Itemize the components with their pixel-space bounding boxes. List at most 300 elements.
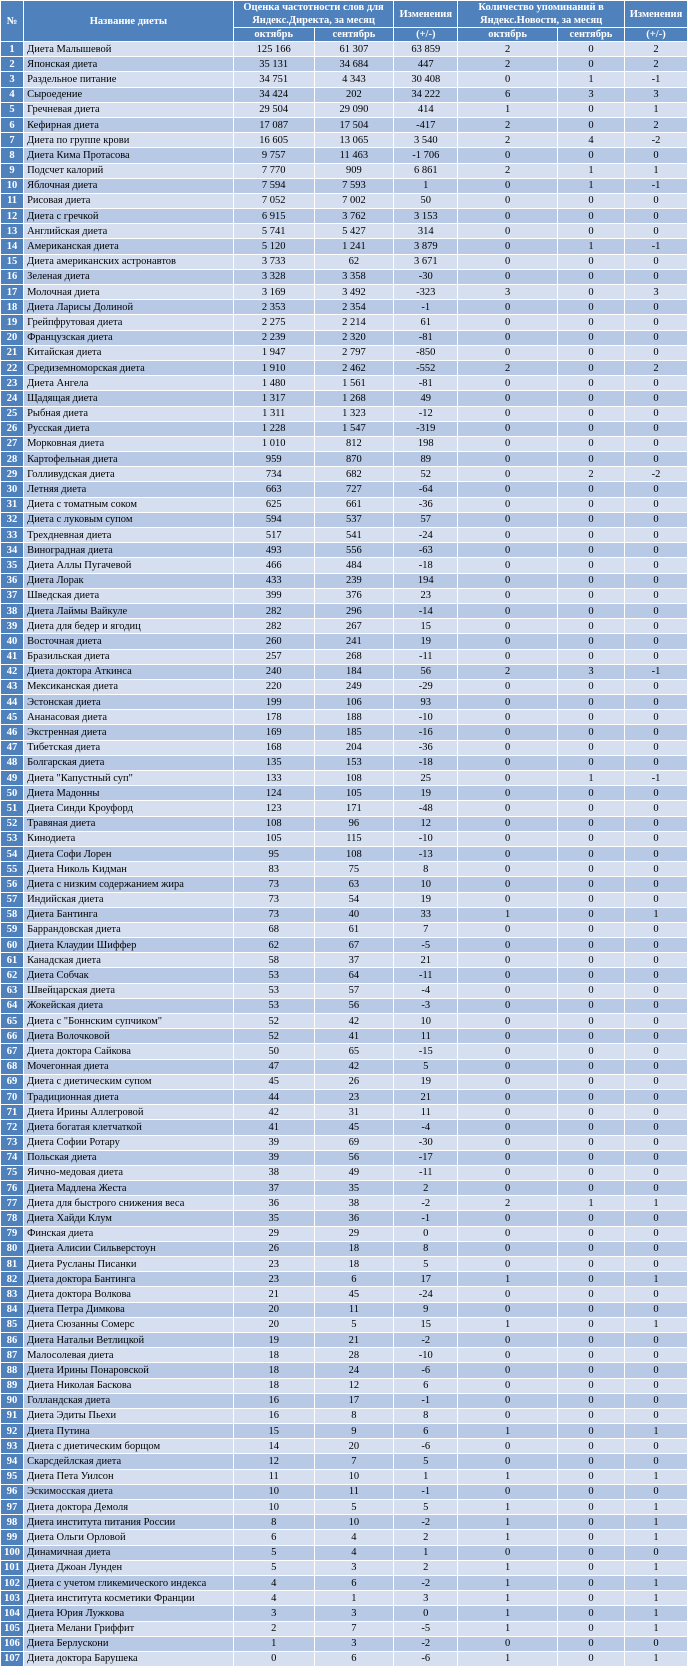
cell-news-oct: 0 — [458, 376, 558, 391]
cell-diet-name: Диета американских астронавтов — [24, 254, 234, 269]
cell-news-sep: 0 — [557, 740, 624, 755]
cell-direct-oct: 14 — [233, 1439, 314, 1454]
cell-direct-sep: 31 — [314, 1105, 394, 1120]
cell-direct-oct: 39 — [233, 1150, 314, 1165]
table-row — [1, 148, 688, 163]
cell-news-sep: 0 — [557, 300, 624, 315]
cell-news-oct: 0 — [458, 1636, 558, 1651]
cell-news-sep: 0 — [557, 1044, 624, 1059]
cell-direct-sep: 3 — [314, 1560, 394, 1575]
cell-direct-sep: 18 — [314, 1257, 394, 1272]
table-row — [1, 300, 688, 315]
cell-news-change: 0 — [625, 679, 688, 694]
cell-diet-name: Диета Берлускони — [24, 1636, 234, 1651]
cell-direct-oct: 29 — [233, 1226, 314, 1241]
cell-direct-change: 11 — [394, 1105, 458, 1120]
cell-direct-oct: 3 169 — [233, 285, 314, 300]
cell-diet-name: Диета Джоан Лунден — [24, 1560, 234, 1575]
cell-direct-oct: 73 — [233, 892, 314, 907]
cell-row-number: 66 — [1, 1029, 24, 1044]
cell-direct-change: 5 — [394, 1257, 458, 1272]
cell-direct-change: 21 — [394, 953, 458, 968]
cell-news-change: 0 — [625, 801, 688, 816]
cell-direct-oct: 399 — [233, 588, 314, 603]
cell-news-oct: 2 — [458, 163, 558, 178]
cell-news-oct: 1 — [458, 102, 558, 117]
cell-direct-change: -2 — [394, 1575, 458, 1590]
cell-diet-name: Тибетская диета — [24, 740, 234, 755]
table-row — [1, 1317, 688, 1332]
cell-news-sep: 0 — [557, 406, 624, 421]
cell-diet-name: Диета Клаудии Шиффер — [24, 938, 234, 953]
col-header-name: Название диеты — [24, 1, 234, 42]
cell-direct-change: 33 — [394, 907, 458, 922]
cell-direct-sep: 108 — [314, 771, 394, 786]
cell-news-change: 1 — [625, 1621, 688, 1636]
cell-news-change: 0 — [625, 1302, 688, 1317]
cell-row-number: 64 — [1, 998, 24, 1013]
cell-news-sep: 0 — [557, 193, 624, 208]
table-body — [1, 42, 688, 1667]
cell-row-number: 3 — [1, 72, 24, 87]
cell-direct-change: -319 — [394, 421, 458, 436]
table-row — [1, 558, 688, 573]
table-row — [1, 512, 688, 527]
cell-diet-name: Диета Хайди Клум — [24, 1211, 234, 1226]
cell-row-number: 42 — [1, 664, 24, 679]
cell-direct-sep: 54 — [314, 892, 394, 907]
cell-news-change: 0 — [625, 710, 688, 725]
cell-direct-change: -6 — [394, 1439, 458, 1454]
cell-direct-sep: 41 — [314, 1029, 394, 1044]
cell-diet-name: Голливудская диета — [24, 467, 234, 482]
cell-row-number: 14 — [1, 239, 24, 254]
cell-direct-change: 9 — [394, 1302, 458, 1317]
cell-direct-sep: 18 — [314, 1241, 394, 1256]
cell-row-number: 22 — [1, 360, 24, 375]
cell-news-change: 0 — [625, 1393, 688, 1408]
cell-news-sep: 0 — [557, 573, 624, 588]
table-row — [1, 1241, 688, 1256]
table-row — [1, 1545, 688, 1560]
cell-direct-oct: 18 — [233, 1378, 314, 1393]
cell-news-oct: 0 — [458, 1408, 558, 1423]
cell-direct-change: -81 — [394, 376, 458, 391]
cell-direct-sep: 239 — [314, 573, 394, 588]
cell-news-sep: 0 — [557, 922, 624, 937]
table-row — [1, 907, 688, 922]
cell-row-number: 56 — [1, 877, 24, 892]
table-row — [1, 1029, 688, 1044]
cell-news-change: 0 — [625, 1378, 688, 1393]
cell-news-oct: 2 — [458, 664, 558, 679]
cell-direct-change: 6 861 — [394, 163, 458, 178]
cell-direct-change: 2 — [394, 1530, 458, 1545]
cell-news-sep: 0 — [557, 1454, 624, 1469]
cell-diet-name: Диета Ирины Понаровской — [24, 1363, 234, 1378]
cell-direct-change: -30 — [394, 269, 458, 284]
cell-diet-name: Шведская диета — [24, 588, 234, 603]
table-row — [1, 1105, 688, 1120]
cell-news-sep: 0 — [557, 254, 624, 269]
cell-diet-name: Экстренная диета — [24, 725, 234, 740]
table-row — [1, 1454, 688, 1469]
cell-direct-change: -1 — [394, 300, 458, 315]
col-header-news-change: Изменения — [625, 1, 688, 28]
cell-news-sep: 0 — [557, 497, 624, 512]
cell-news-change: 1 — [625, 1575, 688, 1590]
cell-news-sep: 0 — [557, 938, 624, 953]
cell-news-sep: 0 — [557, 1439, 624, 1454]
cell-diet-name: Диета Софии Ротару — [24, 1135, 234, 1150]
cell-news-sep: 0 — [557, 1059, 624, 1074]
cell-news-change: 0 — [625, 938, 688, 953]
cell-direct-change: -17 — [394, 1150, 458, 1165]
table-row — [1, 269, 688, 284]
cell-row-number: 29 — [1, 467, 24, 482]
cell-news-change: 0 — [625, 695, 688, 710]
cell-direct-change: 314 — [394, 224, 458, 239]
table-row — [1, 1515, 688, 1530]
cell-news-sep: 1 — [557, 178, 624, 193]
cell-row-number: 70 — [1, 1089, 24, 1104]
cell-diet-name: Яблочная диета — [24, 178, 234, 193]
cell-news-oct: 0 — [458, 512, 558, 527]
cell-direct-sep: 202 — [314, 87, 394, 102]
cell-news-change: 1 — [625, 163, 688, 178]
cell-direct-sep: 37 — [314, 953, 394, 968]
table-row — [1, 1211, 688, 1226]
cell-diet-name: Диета Мадлена Жеста — [24, 1181, 234, 1196]
cell-news-sep: 0 — [557, 1211, 624, 1226]
cell-row-number: 93 — [1, 1439, 24, 1454]
cell-news-sep: 0 — [557, 1332, 624, 1347]
cell-direct-oct: 123 — [233, 801, 314, 816]
cell-news-oct: 0 — [458, 1165, 558, 1180]
cell-news-oct: 0 — [458, 1545, 558, 1560]
cell-direct-sep: 10 — [314, 1515, 394, 1530]
cell-direct-oct: 12 — [233, 1454, 314, 1469]
col-header-news-change-unit: (+/-) — [625, 28, 688, 42]
cell-direct-oct: 52 — [233, 1014, 314, 1029]
cell-direct-change: 5 — [394, 1059, 458, 1074]
cell-news-oct: 0 — [458, 1211, 558, 1226]
table-row — [1, 254, 688, 269]
cell-direct-oct: 44 — [233, 1089, 314, 1104]
cell-news-sep: 0 — [557, 831, 624, 846]
cell-news-oct: 0 — [458, 801, 558, 816]
cell-direct-oct: 23 — [233, 1257, 314, 1272]
table-row — [1, 968, 688, 983]
cell-diet-name: Виноградная диета — [24, 543, 234, 558]
cell-direct-change: -4 — [394, 1120, 458, 1135]
cell-row-number: 98 — [1, 1515, 24, 1530]
cell-direct-change: -24 — [394, 528, 458, 543]
cell-direct-change: -12 — [394, 406, 458, 421]
cell-direct-oct: 15 — [233, 1424, 314, 1439]
cell-news-oct: 1 — [458, 1606, 558, 1621]
cell-news-sep: 0 — [557, 649, 624, 664]
cell-direct-change: 8 — [394, 1241, 458, 1256]
cell-news-change: 0 — [625, 573, 688, 588]
cell-diet-name: Диета Алисии Сильверстоун — [24, 1241, 234, 1256]
cell-news-change: 0 — [625, 300, 688, 315]
cell-direct-change: 7 — [394, 922, 458, 937]
cell-direct-change: 6 — [394, 1424, 458, 1439]
cell-direct-oct: 39 — [233, 1135, 314, 1150]
cell-direct-change: -48 — [394, 801, 458, 816]
cell-direct-change: 30 408 — [394, 72, 458, 87]
cell-news-sep: 0 — [557, 102, 624, 117]
cell-direct-sep: 8 — [314, 1408, 394, 1423]
cell-direct-change: 56 — [394, 664, 458, 679]
cell-diet-name: Диета Лаймы Вайкуле — [24, 603, 234, 618]
table-row — [1, 1165, 688, 1180]
cell-diet-name: Болгарская диета — [24, 755, 234, 770]
cell-news-oct: 0 — [458, 816, 558, 831]
cell-direct-sep: 67 — [314, 938, 394, 953]
cell-direct-oct: 108 — [233, 816, 314, 831]
cell-diet-name: Мочегонная диета — [24, 1059, 234, 1074]
cell-diet-name: Диета с диетическим супом — [24, 1074, 234, 1089]
cell-direct-sep: 61 — [314, 922, 394, 937]
table-row — [1, 376, 688, 391]
cell-direct-sep: 3 — [314, 1636, 394, 1651]
cell-direct-change: -24 — [394, 1287, 458, 1302]
cell-row-number: 86 — [1, 1332, 24, 1347]
cell-direct-oct: 1 010 — [233, 436, 314, 451]
cell-news-sep: 0 — [557, 482, 624, 497]
cell-row-number: 80 — [1, 1241, 24, 1256]
cell-direct-change: 194 — [394, 573, 458, 588]
cell-direct-change: 34 222 — [394, 87, 458, 102]
cell-news-change: 0 — [625, 740, 688, 755]
cell-news-oct: 0 — [458, 436, 558, 451]
cell-direct-sep: 7 — [314, 1454, 394, 1469]
cell-direct-change: -81 — [394, 330, 458, 345]
cell-direct-oct: 10 — [233, 1500, 314, 1515]
cell-direct-sep: 61 307 — [314, 42, 394, 57]
cell-news-sep: 0 — [557, 679, 624, 694]
cell-row-number: 76 — [1, 1181, 24, 1196]
cell-diet-name: Восточная диета — [24, 634, 234, 649]
cell-row-number: 36 — [1, 573, 24, 588]
cell-direct-oct: 260 — [233, 634, 314, 649]
cell-news-sep: 0 — [557, 376, 624, 391]
cell-news-change: 0 — [625, 558, 688, 573]
cell-news-change: -1 — [625, 178, 688, 193]
cell-direct-sep: 909 — [314, 163, 394, 178]
cell-direct-sep: 34 684 — [314, 57, 394, 72]
cell-row-number: 52 — [1, 816, 24, 831]
table-row — [1, 193, 688, 208]
cell-row-number: 35 — [1, 558, 24, 573]
cell-news-sep: 0 — [557, 725, 624, 740]
cell-direct-sep: 106 — [314, 695, 394, 710]
cell-news-change: 0 — [625, 436, 688, 451]
cell-news-oct: 1 — [458, 1424, 558, 1439]
cell-diet-name: Морковная диета — [24, 436, 234, 451]
cell-news-change: 1 — [625, 1424, 688, 1439]
cell-direct-oct: 220 — [233, 679, 314, 694]
cell-news-change: 0 — [625, 649, 688, 664]
cell-news-sep: 0 — [557, 391, 624, 406]
cell-direct-oct: 105 — [233, 831, 314, 846]
cell-news-change: 2 — [625, 57, 688, 72]
cell-news-change: 0 — [625, 1150, 688, 1165]
cell-news-sep: 0 — [557, 269, 624, 284]
table-row — [1, 543, 688, 558]
cell-direct-oct: 124 — [233, 786, 314, 801]
table-row — [1, 1621, 688, 1636]
cell-row-number: 100 — [1, 1545, 24, 1560]
cell-direct-change: -18 — [394, 755, 458, 770]
cell-direct-change: -63 — [394, 543, 458, 558]
cell-direct-oct: 517 — [233, 528, 314, 543]
cell-row-number: 19 — [1, 315, 24, 330]
cell-direct-change: -14 — [394, 603, 458, 618]
cell-direct-change: -2 — [394, 1515, 458, 1530]
cell-direct-oct: 35 — [233, 1211, 314, 1226]
cell-news-change: 0 — [625, 1241, 688, 1256]
cell-diet-name: Диета Ангела — [24, 376, 234, 391]
cell-direct-oct: 282 — [233, 619, 314, 634]
cell-diet-name: Диета с "Боннским супчиком" — [24, 1014, 234, 1029]
cell-direct-sep: 21 — [314, 1332, 394, 1347]
cell-row-number: 61 — [1, 953, 24, 968]
cell-diet-name: Диета Волочковой — [24, 1029, 234, 1044]
cell-diet-name: Диета доктора Волкова — [24, 1287, 234, 1302]
cell-direct-change: -30 — [394, 1135, 458, 1150]
cell-diet-name: Диета с луковым супом — [24, 512, 234, 527]
cell-news-oct: 0 — [458, 543, 558, 558]
cell-news-oct: 1 — [458, 907, 558, 922]
cell-direct-sep: 35 — [314, 1181, 394, 1196]
cell-news-change: 1 — [625, 1272, 688, 1287]
cell-row-number: 63 — [1, 983, 24, 998]
cell-diet-name: Диета института косметики Франции — [24, 1591, 234, 1606]
cell-diet-name: Традиционная диета — [24, 1089, 234, 1104]
cell-direct-sep: 184 — [314, 664, 394, 679]
cell-direct-sep: 204 — [314, 740, 394, 755]
table-row — [1, 1424, 688, 1439]
cell-diet-name: Диета по группе крови — [24, 133, 234, 148]
cell-direct-change: 89 — [394, 452, 458, 467]
cell-direct-change: 23 — [394, 588, 458, 603]
cell-direct-change: 5 — [394, 1500, 458, 1515]
cell-news-sep: 0 — [557, 512, 624, 527]
cell-direct-oct: 73 — [233, 877, 314, 892]
cell-direct-change: 1 — [394, 178, 458, 193]
cell-news-oct: 0 — [458, 679, 558, 694]
cell-row-number: 107 — [1, 1651, 24, 1666]
cell-direct-sep: 36 — [314, 1211, 394, 1226]
cell-diet-name: Английская диета — [24, 224, 234, 239]
cell-row-number: 81 — [1, 1257, 24, 1272]
cell-news-oct: 0 — [458, 725, 558, 740]
table-row — [1, 1530, 688, 1545]
table-row — [1, 1575, 688, 1590]
cell-direct-oct: 95 — [233, 846, 314, 861]
table-row — [1, 117, 688, 132]
cell-news-sep: 1 — [557, 163, 624, 178]
cell-direct-sep: 29 090 — [314, 102, 394, 117]
table-row — [1, 1257, 688, 1272]
cell-news-sep: 0 — [557, 436, 624, 451]
cell-news-sep: 0 — [557, 1120, 624, 1135]
cell-news-change: 0 — [625, 421, 688, 436]
cell-news-sep: 0 — [557, 1348, 624, 1363]
cell-direct-sep: 6 — [314, 1272, 394, 1287]
cell-news-oct: 0 — [458, 193, 558, 208]
cell-news-change: 0 — [625, 968, 688, 983]
table-row — [1, 42, 688, 57]
cell-news-change: 2 — [625, 117, 688, 132]
cell-row-number: 45 — [1, 710, 24, 725]
table-row — [1, 482, 688, 497]
cell-news-sep: 1 — [557, 771, 624, 786]
cell-direct-sep: 11 463 — [314, 148, 394, 163]
cell-direct-change: -11 — [394, 1165, 458, 1180]
cell-direct-sep: 188 — [314, 710, 394, 725]
cell-diet-name: Картофельная диета — [24, 452, 234, 467]
cell-direct-oct: 199 — [233, 695, 314, 710]
cell-direct-sep: 296 — [314, 603, 394, 618]
cell-row-number: 6 — [1, 117, 24, 132]
cell-direct-oct: 135 — [233, 755, 314, 770]
cell-direct-oct: 8 — [233, 1515, 314, 1530]
cell-diet-name: Сыроедение — [24, 87, 234, 102]
cell-direct-oct: 62 — [233, 938, 314, 953]
cell-row-number: 72 — [1, 1120, 24, 1135]
cell-row-number: 77 — [1, 1196, 24, 1211]
cell-direct-sep: 12 — [314, 1378, 394, 1393]
cell-news-oct: 0 — [458, 269, 558, 284]
cell-direct-change: 21 — [394, 1089, 458, 1104]
cell-news-sep: 0 — [557, 528, 624, 543]
cell-news-oct: 0 — [458, 953, 558, 968]
cell-news-oct: 2 — [458, 360, 558, 375]
cell-news-oct: 0 — [458, 938, 558, 953]
table-row — [1, 163, 688, 178]
cell-direct-oct: 20 — [233, 1302, 314, 1317]
cell-row-number: 34 — [1, 543, 24, 558]
cell-row-number: 84 — [1, 1302, 24, 1317]
cell-row-number: 85 — [1, 1317, 24, 1332]
cell-news-change: -1 — [625, 239, 688, 254]
cell-direct-change: -13 — [394, 846, 458, 861]
cell-direct-oct: 1 311 — [233, 406, 314, 421]
cell-direct-oct: 7 052 — [233, 193, 314, 208]
table-row — [1, 771, 688, 786]
cell-direct-sep: 56 — [314, 1150, 394, 1165]
cell-direct-sep: 69 — [314, 1135, 394, 1150]
cell-diet-name: Диета Софи Лорен — [24, 846, 234, 861]
cell-news-change: 0 — [625, 376, 688, 391]
table-row — [1, 740, 688, 755]
col-header-news-oct: октябрь — [458, 28, 558, 42]
cell-diet-name: Диета доктора Сайкова — [24, 1044, 234, 1059]
cell-direct-oct: 1 947 — [233, 345, 314, 360]
table-row — [1, 436, 688, 451]
table-row — [1, 315, 688, 330]
cell-news-sep: 0 — [557, 1287, 624, 1302]
cell-news-change: 0 — [625, 831, 688, 846]
cell-direct-oct: 1 910 — [233, 360, 314, 375]
cell-news-change: 2 — [625, 360, 688, 375]
cell-news-change: -1 — [625, 72, 688, 87]
cell-news-oct: 0 — [458, 1014, 558, 1029]
